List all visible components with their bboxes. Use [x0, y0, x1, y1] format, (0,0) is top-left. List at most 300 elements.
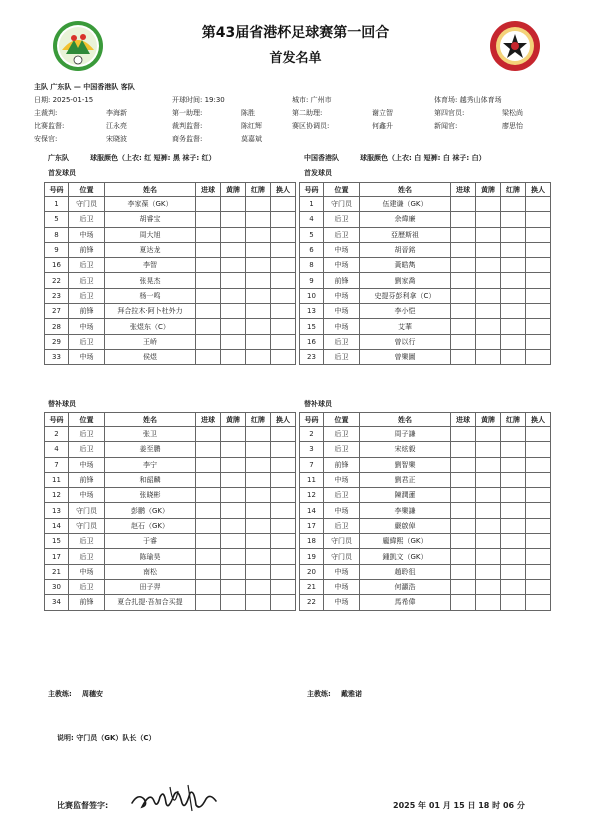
- player-name: 艾華: [360, 319, 451, 334]
- player-name: 张晓彬: [105, 488, 196, 503]
- player-name: 曾樂圖: [360, 349, 451, 364]
- red-card-cell: [246, 518, 271, 533]
- player-name: 馬希偉: [360, 595, 451, 610]
- substitution-cell: [526, 349, 551, 364]
- goals-cell: [196, 212, 221, 227]
- player-number: 28: [45, 319, 69, 334]
- home-coach-name: 周穗安: [82, 690, 103, 698]
- table-row: [300, 595, 551, 610]
- goals-cell: [196, 304, 221, 319]
- substitution-cell: [526, 273, 551, 288]
- away-subs-table: [299, 412, 551, 611]
- player-number: 17: [45, 549, 69, 564]
- goals-cell: [451, 595, 476, 610]
- player-number: 10: [300, 288, 324, 303]
- yellow-card-cell: [476, 288, 501, 303]
- player-name: 亞歷斯祖: [360, 227, 451, 242]
- player-number: 6: [300, 242, 324, 257]
- player-name: 劉家喬: [360, 273, 451, 288]
- player-number: 23: [300, 349, 324, 364]
- player-name: 夏合扎提·吾加合买提: [105, 595, 196, 610]
- substitution-cell: [271, 319, 296, 334]
- table-row: [45, 472, 296, 487]
- yellow-card-cell: [476, 442, 501, 457]
- yellow-card-cell: [476, 457, 501, 472]
- player-number: 17: [300, 518, 324, 533]
- player-number: 20: [300, 564, 324, 579]
- column-header: 黄牌: [221, 183, 246, 197]
- official-label: 比赛监督:: [34, 122, 65, 130]
- player-position: 中场: [69, 227, 105, 242]
- table-row: [45, 258, 296, 273]
- yellow-card-cell: [221, 273, 246, 288]
- player-position: 中场: [324, 579, 360, 594]
- table-row: [300, 488, 551, 503]
- goals-cell: [451, 472, 476, 487]
- column-header: 姓名: [105, 183, 196, 197]
- goals-cell: [196, 242, 221, 257]
- yellow-card-cell: [476, 319, 501, 334]
- player-name: 李智: [105, 258, 196, 273]
- substitution-cell: [526, 472, 551, 487]
- goals-cell: [451, 273, 476, 288]
- yellow-card-cell: [221, 349, 246, 364]
- timestamp: 2025 年 01 月 15 日 18 时 06 分: [393, 801, 525, 810]
- column-header: 红牌: [246, 413, 271, 427]
- red-card-cell: [246, 212, 271, 227]
- player-name: 周大旭: [105, 227, 196, 242]
- substitution-cell: [526, 579, 551, 594]
- goals-cell: [451, 227, 476, 242]
- substitution-cell: [271, 488, 296, 503]
- goals-cell: [451, 304, 476, 319]
- substitution-cell: [271, 288, 296, 303]
- goals-cell: [451, 518, 476, 533]
- player-number: 22: [300, 595, 324, 610]
- player-number: 7: [45, 457, 69, 472]
- official-value: 莫嘉斌: [241, 135, 262, 143]
- column-header: 进球: [451, 413, 476, 427]
- yellow-card-cell: [221, 242, 246, 257]
- player-number: 16: [300, 334, 324, 349]
- table-row: [300, 334, 551, 349]
- player-position: 后卫: [69, 273, 105, 288]
- player-name: 余煒廉: [360, 212, 451, 227]
- player-number: 18: [300, 534, 324, 549]
- official-label: 第四官员:: [434, 109, 465, 117]
- yellow-card-cell: [476, 518, 501, 533]
- player-number: 30: [45, 579, 69, 594]
- player-position: 中场: [69, 457, 105, 472]
- player-position: 后卫: [69, 334, 105, 349]
- yellow-card-cell: [476, 304, 501, 319]
- player-name: 鍾凱文（GK）: [360, 549, 451, 564]
- yellow-card-cell: [476, 258, 501, 273]
- red-card-cell: [246, 579, 271, 594]
- red-card-cell: [246, 534, 271, 549]
- substitution-cell: [526, 503, 551, 518]
- goals-cell: [196, 549, 221, 564]
- red-card-cell: [501, 273, 526, 288]
- red-card-cell: [246, 564, 271, 579]
- substitution-cell: [271, 212, 296, 227]
- yellow-card-cell: [476, 503, 501, 518]
- goals-cell: [451, 212, 476, 227]
- player-number: 8: [300, 258, 324, 273]
- player-position: 中场: [324, 242, 360, 257]
- table-row: [300, 534, 551, 549]
- player-position: 后卫: [324, 488, 360, 503]
- player-name: 陈瑜昊: [105, 549, 196, 564]
- player-position: 中场: [69, 488, 105, 503]
- player-position: 中场: [324, 564, 360, 579]
- red-card-cell: [246, 304, 271, 319]
- official-value: 陈胜: [241, 109, 255, 117]
- player-name: 胡睿宝: [105, 212, 196, 227]
- column-header: 换人: [526, 183, 551, 197]
- match-date: 日期: 2025-01-15: [34, 96, 94, 104]
- player-name: 彭鹏（GK）: [105, 503, 196, 518]
- player-number: 21: [45, 564, 69, 579]
- player-position: 后卫: [69, 579, 105, 594]
- column-header: 位置: [69, 413, 105, 427]
- player-position: 中场: [324, 503, 360, 518]
- away-coach-label: 主教练:: [307, 690, 331, 698]
- away-coach-name: 戴雅诺: [341, 690, 362, 698]
- official-label: 第一助理:: [172, 109, 203, 117]
- goals-cell: [196, 457, 221, 472]
- substitution-cell: [526, 564, 551, 579]
- column-header: 红牌: [501, 413, 526, 427]
- goals-cell: [196, 349, 221, 364]
- player-number: 9: [45, 242, 69, 257]
- player-number: 29: [45, 334, 69, 349]
- red-card-cell: [246, 273, 271, 288]
- official-value: 何鑫升: [372, 122, 393, 130]
- yellow-card-cell: [476, 227, 501, 242]
- player-number: 22: [45, 273, 69, 288]
- red-card-cell: [501, 442, 526, 457]
- substitution-cell: [271, 349, 296, 364]
- yellow-card-cell: [221, 457, 246, 472]
- player-number: 7: [300, 457, 324, 472]
- substitution-cell: [271, 457, 296, 472]
- column-header: 进球: [196, 413, 221, 427]
- player-name: 张煜东（C）: [105, 319, 196, 334]
- player-name: 和韶麟: [105, 472, 196, 487]
- player-position: 后卫: [324, 442, 360, 457]
- table-row: [300, 549, 551, 564]
- player-number: 4: [300, 212, 324, 227]
- substitution-cell: [271, 334, 296, 349]
- yellow-card-cell: [476, 212, 501, 227]
- official-value: 谢立智: [372, 109, 393, 117]
- column-header: 黄牌: [476, 413, 501, 427]
- document-title: 第43届省港杯足球赛第一回合: [201, 25, 390, 41]
- red-card-cell: [246, 442, 271, 457]
- table-row: [45, 288, 296, 303]
- away-team-name: 中国香港队: [304, 154, 339, 162]
- player-position: 中场: [69, 349, 105, 364]
- player-name: 田子羿: [105, 579, 196, 594]
- red-card-cell: [501, 564, 526, 579]
- yellow-card-cell: [221, 503, 246, 518]
- player-position: 后卫: [69, 288, 105, 303]
- red-card-cell: [246, 197, 271, 212]
- player-position: 后卫: [324, 349, 360, 364]
- goals-cell: [196, 564, 221, 579]
- official-label: 第二助理:: [292, 109, 323, 117]
- goals-cell: [196, 273, 221, 288]
- substitution-cell: [526, 334, 551, 349]
- player-number: 33: [45, 349, 69, 364]
- substitution-cell: [526, 288, 551, 303]
- player-position: 中场: [69, 564, 105, 579]
- player-name: 胡晉銘: [360, 242, 451, 257]
- table-row: [45, 518, 296, 533]
- column-header: 号码: [45, 413, 69, 427]
- substitution-cell: [271, 549, 296, 564]
- red-card-cell: [501, 518, 526, 533]
- goals-cell: [451, 579, 476, 594]
- signature-label: 比赛监督签字:: [57, 801, 109, 810]
- table-header-row: [300, 183, 551, 197]
- home-kit-colors: 球服颜色（上衣: 红 短裤: 黑 袜子: 红）: [90, 154, 216, 162]
- player-number: 13: [45, 503, 69, 518]
- table-row: [300, 457, 551, 472]
- yellow-card-cell: [221, 579, 246, 594]
- player-name: 劉智樂: [360, 457, 451, 472]
- red-card-cell: [246, 595, 271, 610]
- signature-image: [130, 781, 220, 817]
- table-row: [300, 472, 551, 487]
- column-header: 位置: [69, 183, 105, 197]
- player-position: 守门员: [324, 197, 360, 212]
- substitution-cell: [526, 242, 551, 257]
- player-position: 中场: [324, 258, 360, 273]
- player-name: 杨一鸣: [105, 288, 196, 303]
- player-position: 中场: [324, 304, 360, 319]
- table-row: [300, 288, 551, 303]
- player-name: 于睿: [105, 534, 196, 549]
- goals-cell: [451, 258, 476, 273]
- red-card-cell: [501, 258, 526, 273]
- table-row: [300, 442, 551, 457]
- column-header: 红牌: [246, 183, 271, 197]
- goals-cell: [196, 503, 221, 518]
- player-position: 守门员: [69, 197, 105, 212]
- red-card-cell: [246, 288, 271, 303]
- player-position: 前锋: [69, 472, 105, 487]
- table-row: [300, 258, 551, 273]
- player-number: 11: [45, 472, 69, 487]
- home-subs-label: 替补球员: [48, 400, 76, 408]
- table-row: [45, 212, 296, 227]
- player-name: 陳潤蓮: [360, 488, 451, 503]
- player-number: 5: [45, 212, 69, 227]
- player-number: 2: [45, 427, 69, 442]
- table-row: [300, 564, 551, 579]
- legend-note: 说明: 守门员（GK）队长（C）: [57, 734, 156, 742]
- goals-cell: [451, 564, 476, 579]
- home-starters-label: 首发球员: [48, 169, 76, 177]
- red-card-cell: [501, 349, 526, 364]
- away-subs-label: 替补球员: [304, 400, 332, 408]
- goals-cell: [196, 595, 221, 610]
- goals-cell: [451, 349, 476, 364]
- player-name: 张晃杰: [105, 273, 196, 288]
- player-position: 后卫: [69, 549, 105, 564]
- red-card-cell: [501, 549, 526, 564]
- yellow-card-cell: [476, 197, 501, 212]
- table-row: [45, 579, 296, 594]
- red-card-cell: [246, 427, 271, 442]
- player-position: 前锋: [324, 273, 360, 288]
- player-name: 何灝浩: [360, 579, 451, 594]
- yellow-card-cell: [476, 427, 501, 442]
- player-position: 后卫: [324, 212, 360, 227]
- yellow-card-cell: [221, 319, 246, 334]
- player-number: 27: [45, 304, 69, 319]
- table-row: [45, 534, 296, 549]
- yellow-card-cell: [221, 288, 246, 303]
- table-row: [300, 579, 551, 594]
- player-number: 13: [300, 304, 324, 319]
- substitution-cell: [526, 319, 551, 334]
- goals-cell: [451, 534, 476, 549]
- official-label: 赛区协调员:: [292, 122, 330, 130]
- goals-cell: [196, 197, 221, 212]
- substitution-cell: [526, 549, 551, 564]
- yellow-card-cell: [476, 549, 501, 564]
- table-row: [300, 212, 551, 227]
- substitution-cell: [526, 442, 551, 457]
- table-row: [45, 427, 296, 442]
- official-value: 宋晓波: [106, 135, 127, 143]
- table-row: [300, 319, 551, 334]
- yellow-card-cell: [221, 227, 246, 242]
- yellow-card-cell: [476, 564, 501, 579]
- official-label: 商务监督:: [172, 135, 203, 143]
- player-name: 王峤: [105, 334, 196, 349]
- player-number: 1: [45, 197, 69, 212]
- yellow-card-cell: [476, 242, 501, 257]
- table-header-row: [45, 183, 296, 197]
- red-card-cell: [501, 457, 526, 472]
- substitution-cell: [271, 534, 296, 549]
- official-label: 新闻官:: [434, 122, 458, 130]
- player-position: 后卫: [69, 534, 105, 549]
- yellow-card-cell: [221, 518, 246, 533]
- yellow-card-cell: [476, 472, 501, 487]
- red-card-cell: [246, 334, 271, 349]
- player-name: 周子謙: [360, 427, 451, 442]
- player-number: 21: [300, 579, 324, 594]
- column-header: 位置: [324, 183, 360, 197]
- red-card-cell: [501, 242, 526, 257]
- official-value: 廖思怡: [502, 122, 523, 130]
- player-position: 守门员: [324, 534, 360, 549]
- red-card-cell: [501, 488, 526, 503]
- table-row: [45, 227, 296, 242]
- player-number: 12: [300, 488, 324, 503]
- table-row: [45, 349, 296, 364]
- teams-line: 主队 广东队 — 中国香港队 客队: [34, 83, 135, 91]
- substitution-cell: [526, 457, 551, 472]
- column-header: 换人: [526, 413, 551, 427]
- player-number: 19: [300, 549, 324, 564]
- yellow-card-cell: [476, 349, 501, 364]
- goals-cell: [196, 472, 221, 487]
- player-name: 趙聆徂: [360, 564, 451, 579]
- column-header: 红牌: [501, 183, 526, 197]
- red-card-cell: [246, 227, 271, 242]
- player-number: 14: [300, 503, 324, 518]
- home-starters-table: [44, 182, 296, 365]
- official-value: 江永亮: [106, 122, 127, 130]
- document-subtitle: 首发名单: [269, 51, 322, 66]
- player-name: 赵石（GK）: [105, 518, 196, 533]
- goals-cell: [196, 258, 221, 273]
- red-card-cell: [501, 427, 526, 442]
- column-header: 姓名: [105, 413, 196, 427]
- substitution-cell: [526, 488, 551, 503]
- player-name: 史提芬彭利拿（C）: [360, 288, 451, 303]
- player-name: 姜至鹏: [105, 442, 196, 457]
- substitution-cell: [526, 304, 551, 319]
- yellow-card-cell: [221, 472, 246, 487]
- substitution-cell: [271, 564, 296, 579]
- substitution-cell: [271, 273, 296, 288]
- substitution-cell: [271, 242, 296, 257]
- player-position: 中场: [324, 288, 360, 303]
- table-row: [300, 304, 551, 319]
- goals-cell: [451, 288, 476, 303]
- yellow-card-cell: [221, 595, 246, 610]
- yellow-card-cell: [476, 334, 501, 349]
- player-name: 伍建谦（GK）: [360, 197, 451, 212]
- yellow-card-cell: [221, 304, 246, 319]
- yellow-card-cell: [221, 442, 246, 457]
- yellow-card-cell: [221, 258, 246, 273]
- goals-cell: [451, 503, 476, 518]
- column-header: 换人: [271, 183, 296, 197]
- player-position: 中场: [324, 319, 360, 334]
- goals-cell: [196, 534, 221, 549]
- table-header-row: [300, 413, 551, 427]
- red-card-cell: [501, 503, 526, 518]
- player-name: 黃皓雋: [360, 258, 451, 273]
- goals-cell: [451, 549, 476, 564]
- red-card-cell: [246, 549, 271, 564]
- player-number: 14: [45, 518, 69, 533]
- substitution-cell: [526, 197, 551, 212]
- table-row: [300, 227, 551, 242]
- player-position: 守门员: [69, 518, 105, 533]
- column-header: 号码: [300, 183, 324, 197]
- table-row: [300, 518, 551, 533]
- away-starters-table: [299, 182, 551, 365]
- player-position: 前锋: [69, 242, 105, 257]
- table-row: [45, 273, 296, 288]
- goals-cell: [196, 319, 221, 334]
- red-card-cell: [501, 579, 526, 594]
- player-position: 后卫: [324, 334, 360, 349]
- red-card-cell: [246, 503, 271, 518]
- table-row: [300, 197, 551, 212]
- table-row: [45, 457, 296, 472]
- player-name: 侯煜: [105, 349, 196, 364]
